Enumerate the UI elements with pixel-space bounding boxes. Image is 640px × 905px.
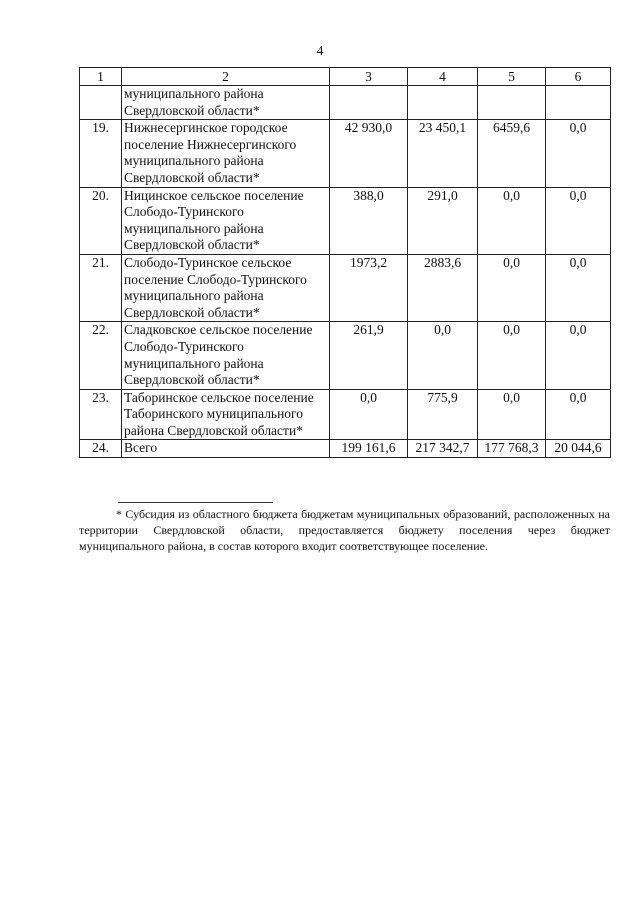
column-header-1: 1 (80, 68, 122, 86)
budget-table (79, 67, 611, 458)
page-number: 4 (316, 44, 324, 59)
row-value-3: 199 161,6 (330, 440, 408, 458)
table-header-row (80, 68, 611, 86)
table-row-total (80, 440, 611, 458)
row-name: Сладковское сельское поселение Слободо-Туринского муниципального района Свердловской области* (122, 322, 330, 389)
table-row (80, 86, 611, 120)
row-value-3: 42 930,0 (330, 120, 408, 187)
row-number: 24. (80, 440, 122, 458)
row-value-6: 0,0 (546, 322, 611, 389)
row-value-6: 0,0 (546, 254, 611, 321)
row-name: Таборинское сельское поселение Таборинского муниципального района Свердловской области* (122, 389, 330, 440)
row-value-6: 0,0 (546, 187, 611, 254)
column-header-2: 2 (122, 68, 330, 86)
row-value-4: 291,0 (408, 187, 478, 254)
row-value-4: 0,0 (408, 322, 478, 389)
row-value-3: 0,0 (330, 389, 408, 440)
row-value-6 (546, 86, 611, 120)
row-name: Слободо-Туринское сельское поселение Слободо-Туринского муниципального района Свердловской области* (122, 254, 330, 321)
row-value-6: 0,0 (546, 120, 611, 187)
row-value-5 (478, 86, 546, 120)
table-row (80, 187, 611, 254)
column-header-3: 3 (330, 68, 408, 86)
table-row (80, 254, 611, 321)
row-value-5: 0,0 (478, 322, 546, 389)
row-value-6: 0,0 (546, 389, 611, 440)
footnote-divider (118, 502, 273, 503)
row-name: Нижнесергинское городское поселение Нижнесергинского муниципального района Свердловской области* (122, 120, 330, 187)
row-value-4 (408, 86, 478, 120)
row-value-5: 0,0 (478, 389, 546, 440)
row-number: 19. (80, 120, 122, 187)
row-value-3: 261,9 (330, 322, 408, 389)
row-number: 22. (80, 322, 122, 389)
row-value-3: 388,0 (330, 187, 408, 254)
row-value-5: 0,0 (478, 187, 546, 254)
row-value-3 (330, 86, 408, 120)
footnote: * Субсидия из областного бюджета бюджетам муниципальных образований, расположенных на территории Свердловской области, предоставляется бюджету поселения через бюджет муниципального района, в состав которого входит соответствующее поселение. (79, 507, 610, 553)
table-row (80, 389, 611, 440)
row-value-3: 1973,2 (330, 254, 408, 321)
column-header-5: 5 (478, 68, 546, 86)
row-value-6: 20 044,6 (546, 440, 611, 458)
row-value-4: 23 450,1 (408, 120, 478, 187)
table-row (80, 322, 611, 389)
row-value-4: 217 342,7 (408, 440, 478, 458)
row-value-4: 775,9 (408, 389, 478, 440)
row-name: муниципального района Свердловской области* (122, 86, 330, 120)
table-row (80, 120, 611, 187)
row-value-5: 6459,6 (478, 120, 546, 187)
row-name: Ницинское сельское поселение Слободо-Туринского муниципального района Свердловской области* (122, 187, 330, 254)
row-number: 21. (80, 254, 122, 321)
column-header-6: 6 (546, 68, 611, 86)
row-number: 23. (80, 389, 122, 440)
row-number (80, 86, 122, 120)
row-value-5: 0,0 (478, 254, 546, 321)
row-number: 20. (80, 187, 122, 254)
column-header-4: 4 (408, 68, 478, 86)
row-value-5: 177 768,3 (478, 440, 546, 458)
row-name: Всего (122, 440, 330, 458)
row-value-4: 2883,6 (408, 254, 478, 321)
